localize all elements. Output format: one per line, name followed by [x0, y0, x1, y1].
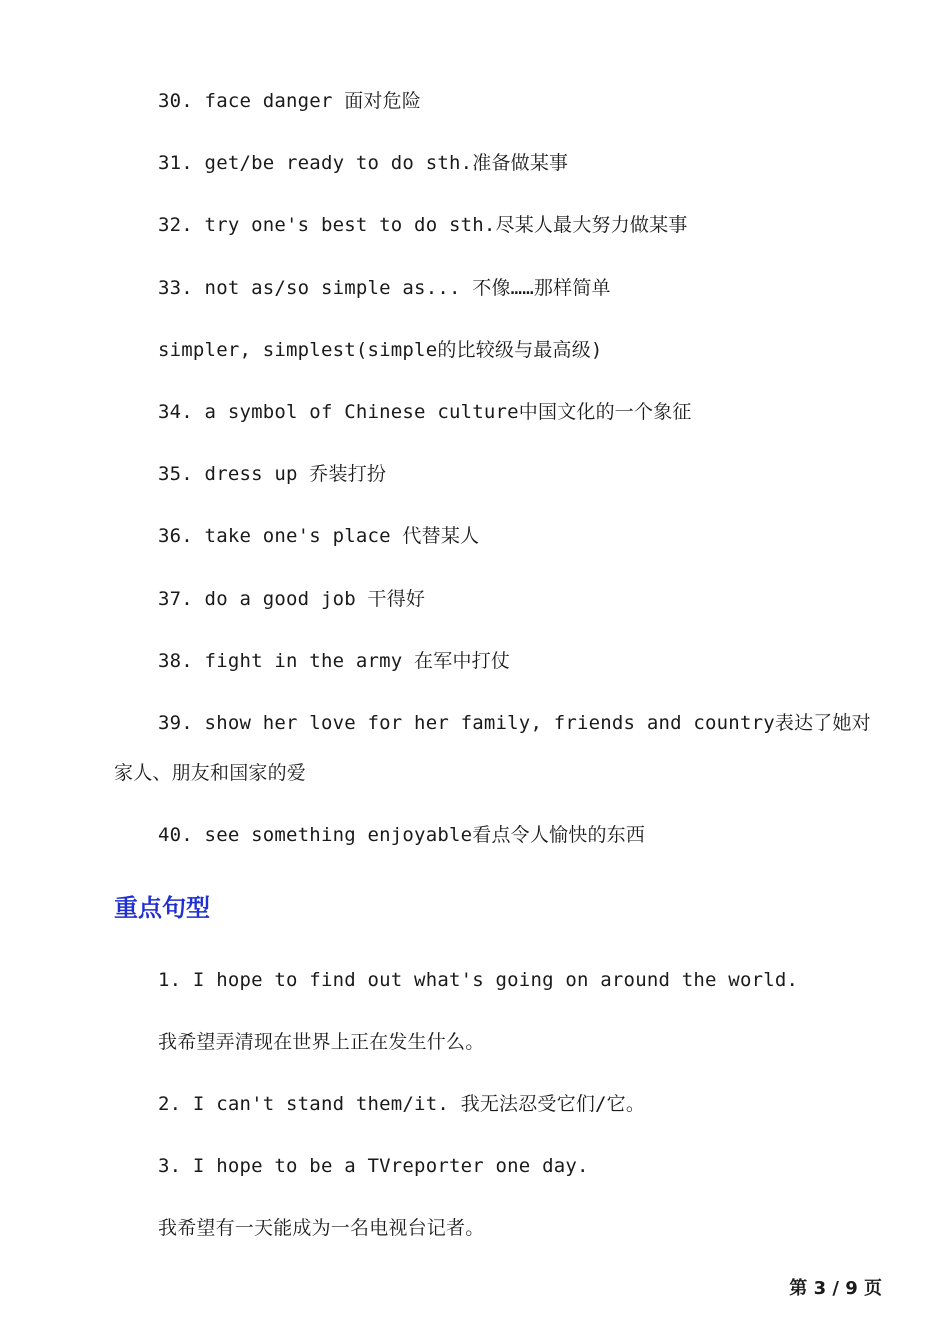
- phrase-item-37: 37. do a good job 干得好: [158, 588, 426, 610]
- phrase-item-30: 30. face danger 面对危险: [158, 90, 422, 112]
- sentence-item-2: 2. I can't stand them/it. 我无法忍受它们/它。: [158, 1093, 646, 1115]
- phrase-item-34: 34. a symbol of Chinese culture中国文化的一个象征: [158, 401, 692, 423]
- phrase-item-39-continued: 家人、朋友和国家的爱: [114, 762, 307, 784]
- phrase-item-40: 40. see something enjoyable看点令人愉快的东西: [158, 824, 646, 846]
- sentence-item-3: 3. I hope to be a TVreporter one day.: [158, 1155, 589, 1177]
- sentence-item-3-translation: 我希望有一天能成为一名电视台记者。: [158, 1217, 485, 1239]
- phrase-item-38: 38. fight in the army 在军中打仗: [158, 650, 511, 672]
- phrase-item-35: 35. dress up 乔装打扮: [158, 463, 387, 485]
- phrase-item-31: 31. get/be ready to do sth.准备做某事: [158, 152, 569, 174]
- page-number: 第 3 / 9 页: [789, 1278, 882, 1299]
- phrase-item-32: 32. try one's best to do sth.尽某人最大努力做某事: [158, 214, 688, 236]
- sentence-item-1: 1. I hope to find out what's going on around the world.: [158, 969, 799, 991]
- section-heading: 重点句型: [114, 894, 210, 922]
- phrase-item-36: 36. take one's place 代替某人: [158, 525, 480, 547]
- phrase-item-39: 39. show her love for her family, friends and country表达了她对: [158, 712, 871, 734]
- phrase-item-33: 33. not as/so simple as... 不像……那样简单: [158, 277, 611, 299]
- phrase-item-33-note: simpler, simplest(simple的比较级与最高级): [158, 339, 603, 361]
- sentence-item-1-translation: 我希望弄清现在世界上正在发生什么。: [158, 1031, 485, 1053]
